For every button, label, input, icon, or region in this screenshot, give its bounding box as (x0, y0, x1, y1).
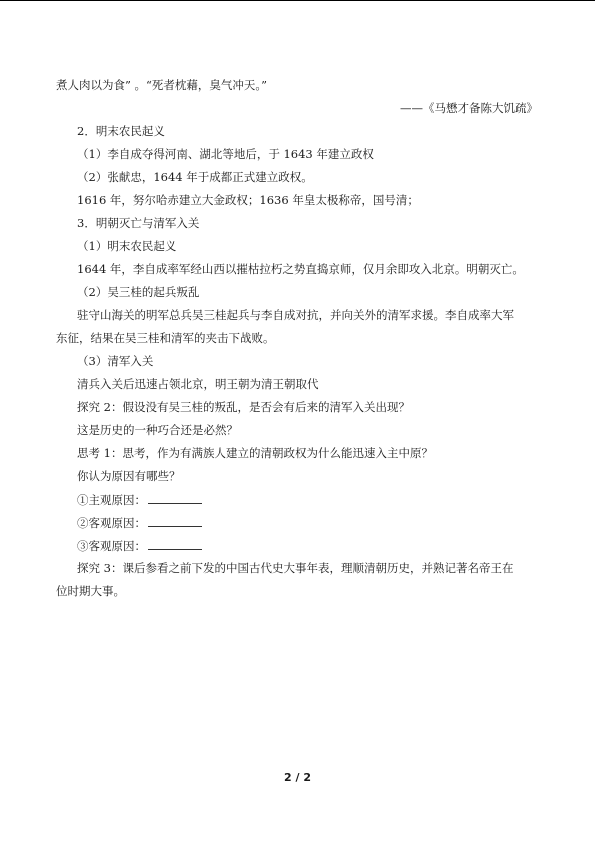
answer-label: ①主观原因： (77, 493, 146, 507)
paragraph: 驻守山海关的明军总兵吴三桂起兵与李自成对抗，并向关外的清军求援。李自成率大军 (77, 308, 514, 322)
subsection-heading: （3）清军入关 (77, 354, 154, 368)
quote-text: 煮人肉以为食” 。“死者枕藉，臭气冲天。” (56, 78, 268, 92)
page-number: 2 / 2 (284, 771, 311, 784)
answer-blank[interactable] (148, 514, 202, 527)
answer-line (77, 537, 561, 554)
question: 思考 1：思考，作为有满族人建立的清朝政权为什么能迅速入主中原？ (77, 446, 433, 460)
answer-label: ②客观原因： (77, 516, 146, 530)
paragraph: （1）李自成夺得河南、湖北等地后，于 1643 年建立政权 (77, 147, 374, 161)
paragraph: 1616 年，努尔哈赤建立大金政权；1636 年皇太极称帝，国号清； (77, 193, 419, 207)
paragraph: 清兵入关后迅速占领北京，明王朝为清王朝取代 (77, 377, 319, 391)
paragraph: 1644 年，李自成率军经山西以摧枯拉朽之势直捣京师，仅月余即攻入北京。明朝灭亡。 (77, 262, 524, 276)
question: 探究 3：课后参看之前下发的中国古代史大事年表，理顺清朝历史，并熟记著名帝王在 (77, 561, 514, 575)
answer-line (77, 491, 561, 508)
answer-blank[interactable] (148, 537, 202, 550)
paragraph: （2）张献忠，1644 年于成都正式建立政权。 (77, 170, 313, 184)
paragraph: 东征，结果在吴三桂和清军的夹击下战败。 (56, 331, 275, 345)
subsection-heading: （1）明末农民起义 (77, 239, 177, 253)
quote-source: ——《马懋才备陈大饥疏》 (400, 101, 538, 115)
question: 这是历史的一种巧合还是必然？ (77, 423, 238, 437)
question: 探究 2：假设没有吴三桂的叛乱，是否会有后来的清军入关出现？ (77, 400, 410, 414)
question: 你认为原因有哪些？ (77, 469, 181, 483)
question: 位时期大事。 (56, 584, 125, 598)
subsection-heading: （2）吴三桂的起兵叛乱 (77, 285, 200, 299)
section-heading: 2．明末农民起义 (77, 124, 165, 138)
answer-line (77, 514, 561, 531)
answer-blank[interactable] (148, 491, 202, 504)
section-heading: 3．明朝灭亡与清军入关 (77, 216, 200, 230)
answer-label: ③客观原因： (77, 539, 146, 553)
